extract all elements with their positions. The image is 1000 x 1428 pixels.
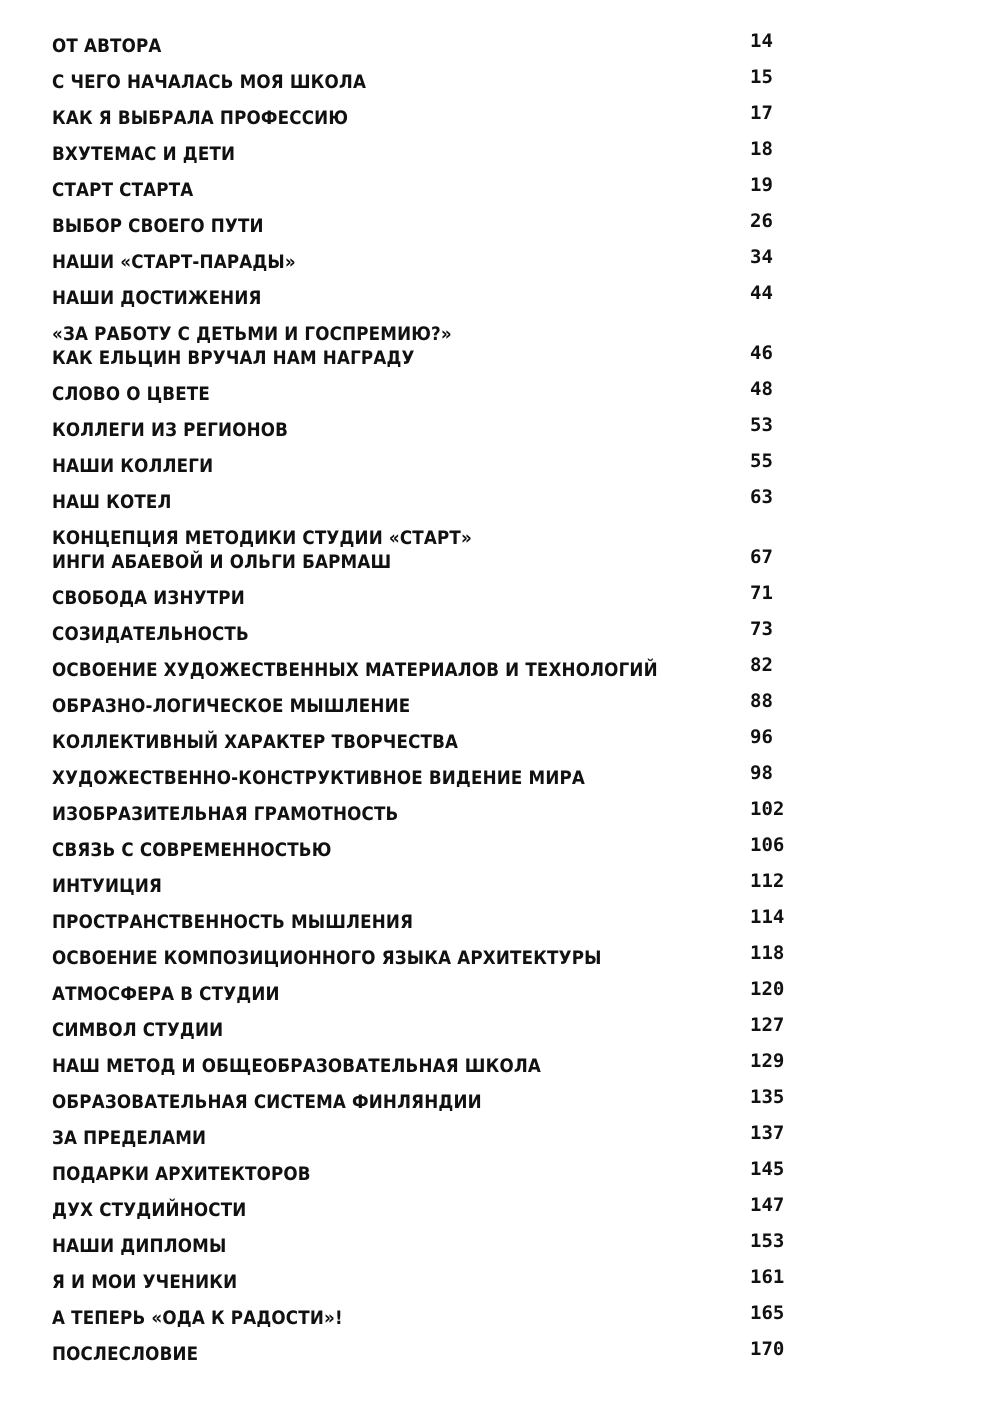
toc-entry-title xyxy=(52,1198,246,1222)
toc-entry-title xyxy=(52,70,366,94)
toc-entry[interactable] xyxy=(52,102,812,130)
toc-entry[interactable] xyxy=(52,1266,812,1294)
toc-entry-page-number: 98 xyxy=(750,762,773,784)
toc-entry[interactable] xyxy=(52,834,812,862)
toc-entry-page-number: 118 xyxy=(750,942,785,964)
toc-entry-title-line: СВОБОДА ИЗНУТРИ xyxy=(52,587,245,609)
toc-entry-title xyxy=(52,490,172,514)
toc-entry-page-number: 82 xyxy=(750,654,773,676)
toc-entry[interactable] xyxy=(52,1086,812,1114)
toc-entry-page-number: 71 xyxy=(750,582,773,604)
toc-entry[interactable] xyxy=(52,762,812,790)
toc-entry-page-number: 102 xyxy=(750,798,785,820)
toc-entry-title xyxy=(52,526,472,574)
toc-entry-page-number: 63 xyxy=(750,486,773,508)
toc-entry-title xyxy=(52,730,458,754)
toc-entry-title-line: ВЫБОР СВОЕГО ПУТИ xyxy=(52,215,264,237)
toc-entry-page-number: 129 xyxy=(750,1050,785,1072)
toc-entry-title-line: ПОДАРКИ АРХИТЕКТОРОВ xyxy=(52,1163,311,1185)
toc-entry-title-line: АТМОСФЕРА В СТУДИИ xyxy=(52,983,280,1005)
toc-entry-title-line: ЗА ПРЕДЕЛАМИ xyxy=(52,1127,207,1149)
toc-entry-title-line: ОСВОЕНИЕ КОМПОЗИЦИОННОГО ЯЗЫКА АРХИТЕКТУРЫ xyxy=(52,947,602,969)
toc-entry-page-number: 17 xyxy=(750,102,773,124)
toc-entry-title-line: «ЗА РАБОТУ С ДЕТЬМИ И ГОСПРЕМИЮ?» xyxy=(52,323,452,345)
toc-entry[interactable] xyxy=(52,726,812,754)
toc-entry-title xyxy=(52,418,288,442)
toc-entry-title xyxy=(52,382,210,406)
toc-entry-title-line: НАШ МЕТОД И ОБЩЕОБРАЗОВАТЕЛЬНАЯ ШКОЛА xyxy=(52,1055,542,1077)
toc-entry-page-number: 127 xyxy=(750,1014,785,1036)
toc-entry-title-line: СТАРТ СТАРТА xyxy=(52,179,194,201)
toc-entry-page-number: 18 xyxy=(750,138,773,160)
toc-entry-title xyxy=(52,1126,206,1150)
toc-entry[interactable] xyxy=(52,486,812,514)
toc-entry[interactable] xyxy=(52,322,812,370)
toc-entry-title xyxy=(52,1162,311,1186)
toc-entry-title xyxy=(52,982,280,1006)
toc-entry-title-line: ХУДОЖЕСТВЕННО-КОНСТРУКТИВНОЕ ВИДЕНИЕ МИРА xyxy=(52,767,586,789)
toc-entry-title-line: ИНГИ АБАЕВОЙ И ОЛЬГИ БАРМАШ xyxy=(52,551,392,573)
toc-entry[interactable] xyxy=(52,378,812,406)
table-of-contents xyxy=(52,30,812,1378)
toc-entry[interactable] xyxy=(52,526,812,574)
toc-entry-page-number: 165 xyxy=(750,1302,785,1324)
toc-entry-title-line: КОЛЛЕКТИВНЫЙ ХАРАКТЕР ТВОРЧЕСТВА xyxy=(52,731,459,753)
toc-entry[interactable] xyxy=(52,978,812,1006)
toc-entry-title xyxy=(52,766,585,790)
toc-entry-title xyxy=(52,106,348,130)
toc-entry-page-number: 67 xyxy=(750,546,773,568)
toc-entry-title-line: ОТ АВТОРА xyxy=(52,35,162,57)
toc-entry-title-line: Я И МОИ УЧЕНИКИ xyxy=(52,1271,238,1293)
toc-entry-title xyxy=(52,250,296,274)
toc-entry-title xyxy=(52,1306,343,1330)
toc-entry-page-number: 147 xyxy=(750,1194,785,1216)
toc-entry-title-line: КАК ЕЛЬЦИН ВРУЧАЛ НАМ НАГРАДУ xyxy=(52,347,415,369)
toc-entry[interactable] xyxy=(52,1338,812,1366)
toc-entry[interactable] xyxy=(52,1230,812,1258)
toc-entry[interactable] xyxy=(52,1050,812,1078)
toc-entry-title xyxy=(52,622,249,646)
toc-entry[interactable] xyxy=(52,870,812,898)
toc-entry[interactable] xyxy=(52,174,812,202)
toc-entry-page-number: 15 xyxy=(750,66,773,88)
toc-entry-title-line: СВЯЗЬ С СОВРЕМЕННОСТЬЮ xyxy=(52,839,332,861)
toc-entry-title xyxy=(52,694,410,718)
toc-entry-page-number: 137 xyxy=(750,1122,785,1144)
toc-entry[interactable] xyxy=(52,618,812,646)
toc-entry-title xyxy=(52,322,452,370)
toc-entry-page-number: 26 xyxy=(750,210,773,232)
toc-entry-title xyxy=(52,286,262,310)
toc-entry-title-line: НАШИ ДОСТИЖЕНИЯ xyxy=(52,287,262,309)
toc-entry-title xyxy=(52,802,398,826)
toc-entry-title-line: НАШИ ДИПЛОМЫ xyxy=(52,1235,227,1257)
toc-entry-page-number: 135 xyxy=(750,1086,785,1108)
toc-entry-title xyxy=(52,910,413,934)
toc-entry-title-line: НАШИ КОЛЛЕГИ xyxy=(52,455,214,477)
toc-entry-title-line: НАШИ «СТАРТ-ПАРАДЫ» xyxy=(52,251,296,273)
toc-entry-title xyxy=(52,454,213,478)
toc-entry-page-number: 153 xyxy=(750,1230,785,1252)
toc-entry-page-number: 73 xyxy=(750,618,773,640)
toc-entry[interactable] xyxy=(52,246,812,274)
toc-entry-title-line: ИНТУИЦИЯ xyxy=(52,875,163,897)
toc-entry-title-line: ОБРАЗНО-ЛОГИЧЕСКОЕ МЫШЛЕНИЕ xyxy=(52,695,411,717)
toc-entry-title-line: НАШ КОТЕЛ xyxy=(52,491,172,513)
toc-entry-page-number: 161 xyxy=(750,1266,785,1288)
toc-entry-title xyxy=(52,142,235,166)
toc-entry-title-line: ДУХ СТУДИЙНОСТИ xyxy=(52,1199,247,1221)
toc-entry[interactable] xyxy=(52,210,812,238)
toc-entry-page-number: 44 xyxy=(750,282,773,304)
toc-entry-title xyxy=(52,586,245,610)
toc-entry-title-line: ИЗОБРАЗИТЕЛЬНАЯ ГРАМОТНОСТЬ xyxy=(52,803,399,825)
toc-entry-title-line: ОБРАЗОВАТЕЛЬНАЯ СИСТЕМА ФИНЛЯНДИИ xyxy=(52,1091,482,1113)
toc-entry[interactable] xyxy=(52,1194,812,1222)
toc-entry[interactable] xyxy=(52,582,812,610)
toc-entry-title xyxy=(52,946,602,970)
toc-entry-title-line: КАК Я ВЫБРАЛА ПРОФЕССИЮ xyxy=(52,107,349,129)
toc-entry-title xyxy=(52,1054,541,1078)
toc-entry-title xyxy=(52,1234,226,1258)
toc-entry-page-number: 46 xyxy=(750,342,773,364)
toc-entry[interactable] xyxy=(52,282,812,310)
toc-entry-page-number: 112 xyxy=(750,870,785,892)
toc-entry-title-line: СЛОВО О ЦВЕТЕ xyxy=(52,383,210,405)
toc-entry[interactable] xyxy=(52,414,812,442)
toc-entry-page-number: 48 xyxy=(750,378,773,400)
toc-entry[interactable] xyxy=(52,1302,812,1330)
toc-entry-page-number: 53 xyxy=(750,414,773,436)
toc-entry-title-line: С ЧЕГО НАЧАЛАСЬ МОЯ ШКОЛА xyxy=(52,71,367,93)
toc-entry[interactable] xyxy=(52,798,812,826)
toc-entry-title-line: КОНЦЕПЦИЯ МЕТОДИКИ СТУДИИ «СТАРТ» xyxy=(52,527,473,549)
toc-entry[interactable] xyxy=(52,30,812,58)
toc-entry[interactable] xyxy=(52,690,812,718)
toc-entry-title xyxy=(52,214,264,238)
toc-entry-title xyxy=(52,838,332,862)
toc-entry-page-number: 14 xyxy=(750,30,773,52)
toc-entry[interactable] xyxy=(52,654,812,682)
toc-entry-title-line: ОСВОЕНИЕ ХУДОЖЕСТВЕННЫХ МАТЕРИАЛОВ И ТЕХНОЛОГИЙ xyxy=(52,659,658,681)
toc-entry-title-line: ВХУТЕМАС И ДЕТИ xyxy=(52,143,236,165)
toc-entry[interactable] xyxy=(52,906,812,934)
toc-entry-title xyxy=(52,178,193,202)
toc-entry-title xyxy=(52,1270,237,1294)
toc-entry-title xyxy=(52,1090,482,1114)
toc-entry[interactable] xyxy=(52,942,812,970)
toc-entry[interactable] xyxy=(52,1122,812,1150)
toc-entry-title xyxy=(52,1018,223,1042)
toc-entry[interactable] xyxy=(52,450,812,478)
toc-entry-title-line: КОЛЛЕГИ ИЗ РЕГИОНОВ xyxy=(52,419,289,441)
toc-entry[interactable] xyxy=(52,66,812,94)
toc-entry-page-number: 114 xyxy=(750,906,785,928)
toc-entry-page-number: 145 xyxy=(750,1158,785,1180)
toc-entry-page-number: 88 xyxy=(750,690,773,712)
toc-entry[interactable] xyxy=(52,138,812,166)
toc-entry-title-line: ПОСЛЕСЛОВИЕ xyxy=(52,1343,199,1365)
toc-entry-title-line: А ТЕПЕРЬ «ОДА К РАДОСТИ»! xyxy=(52,1307,343,1329)
toc-entry-title-line: СОЗИДАТЕЛЬНОСТЬ xyxy=(52,623,249,645)
toc-entry-page-number: 19 xyxy=(750,174,773,196)
toc-entry-page-number: 34 xyxy=(750,246,773,268)
toc-entry[interactable] xyxy=(52,1014,812,1042)
toc-entry-title xyxy=(52,34,162,58)
toc-entry-title xyxy=(52,874,162,898)
toc-entry-page-number: 120 xyxy=(750,978,785,1000)
toc-entry-title-line: ПРОСТРАНСТВЕННОСТЬ МЫШЛЕНИЯ xyxy=(52,911,414,933)
toc-entry-page-number: 96 xyxy=(750,726,773,748)
toc-entry-title xyxy=(52,1342,198,1366)
toc-entry-title xyxy=(52,658,658,682)
toc-entry-title-line: СИМВОЛ СТУДИИ xyxy=(52,1019,224,1041)
toc-entry-page-number: 55 xyxy=(750,450,773,472)
toc-entry[interactable] xyxy=(52,1158,812,1186)
toc-entry-page-number: 106 xyxy=(750,834,785,856)
toc-entry-page-number: 170 xyxy=(750,1338,785,1360)
